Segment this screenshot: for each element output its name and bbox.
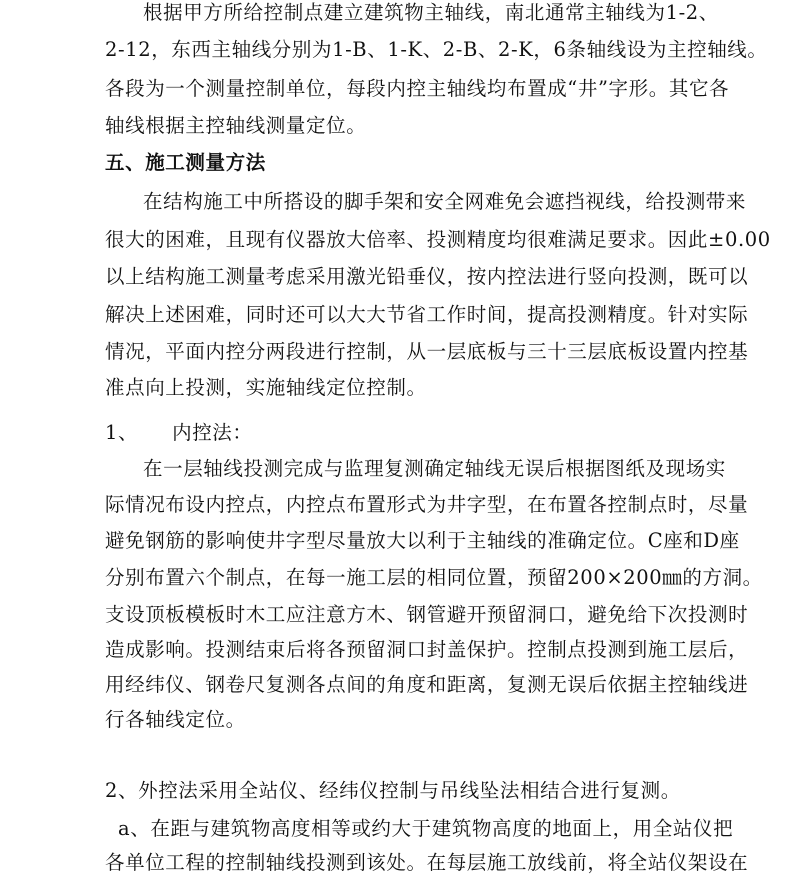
text-line: a、在距与建筑物高度相等或约大于建筑物高度的地面上，用全站仪把 [118,817,734,840]
text-line: 在结构施工中所搭设的脚手架和安全网难免会遮挡视线，给投测带来 [143,190,747,213]
section-heading: 五、施工测量方法 [105,151,266,174]
text-line: 准点向上投测，实施轴线定位控制。 [105,376,427,399]
text-line: 支设顶板模板时木工应注意方木、钢管避开预留洞口，避免给下次投测时 [105,603,749,626]
text-line: 际情况布设内控点，内控点布置形式为井字型，在布置各控制点时，尽量 [105,493,749,516]
text-line: 行各轴线定位。 [105,708,246,731]
text-line: 在一层轴线投测完成与监理复测确定轴线无误后根据图纸及现场实 [143,457,726,480]
text-line: 很大的困难，且现有仪器放大倍率、投测精度均很难满足要求。因此±0.00 [105,228,771,251]
text-line: 避免钢筋的影响使井字型尽量放大以利于主轴线的准确定位。C座和D座 [105,529,740,552]
text-line: 用经纬仪、钢卷尺复测各点间的角度和距离，复测无误后依据主控轴线进 [105,673,749,696]
text-line: 造成影响。投测结束后将各预留洞口封盖保护。控制点投测到施工层后， [105,638,749,661]
text-line: 各单位工程的控制轴线投测到该处。在每层施工放线前，将全站仪架设在 [105,851,749,874]
text-line: 分别布置六个制点，在每一施工层的相同位置，预留200×200㎜的方洞。 [105,566,763,589]
item-heading: 2、外控法采用全站仪、经纬仪控制与吊线坠法相结合进行复测。 [105,779,681,802]
text-line: 各段为一个测量控制单位，每段内控主轴线均布置成“井”字形。其它各 [105,77,730,100]
text-line: 情况，平面内控分两段进行控制，从一层底板与三十三层底板设置内控基 [105,340,749,363]
text-line: 2-12，东西主轴线分别为1-B、1-K、2-B、2-K，6条轴线设为主控轴线。 [105,38,768,61]
item-heading: 1、 内控法： [105,421,253,444]
text-line: 解决上述困难，同时还可以大大节省工作时间，提高投测精度。针对实际 [105,303,749,326]
text-line: 根据甲方所给控制点建立建筑物主轴线，南北通常主轴线为1-2、 [143,1,719,24]
text-line: 轴线根据主控轴线测量定位。 [105,114,367,137]
text-line: 以上结构施工测量考虑采用激光铅垂仪，按内控法进行竖向投测，既可以 [105,265,749,288]
